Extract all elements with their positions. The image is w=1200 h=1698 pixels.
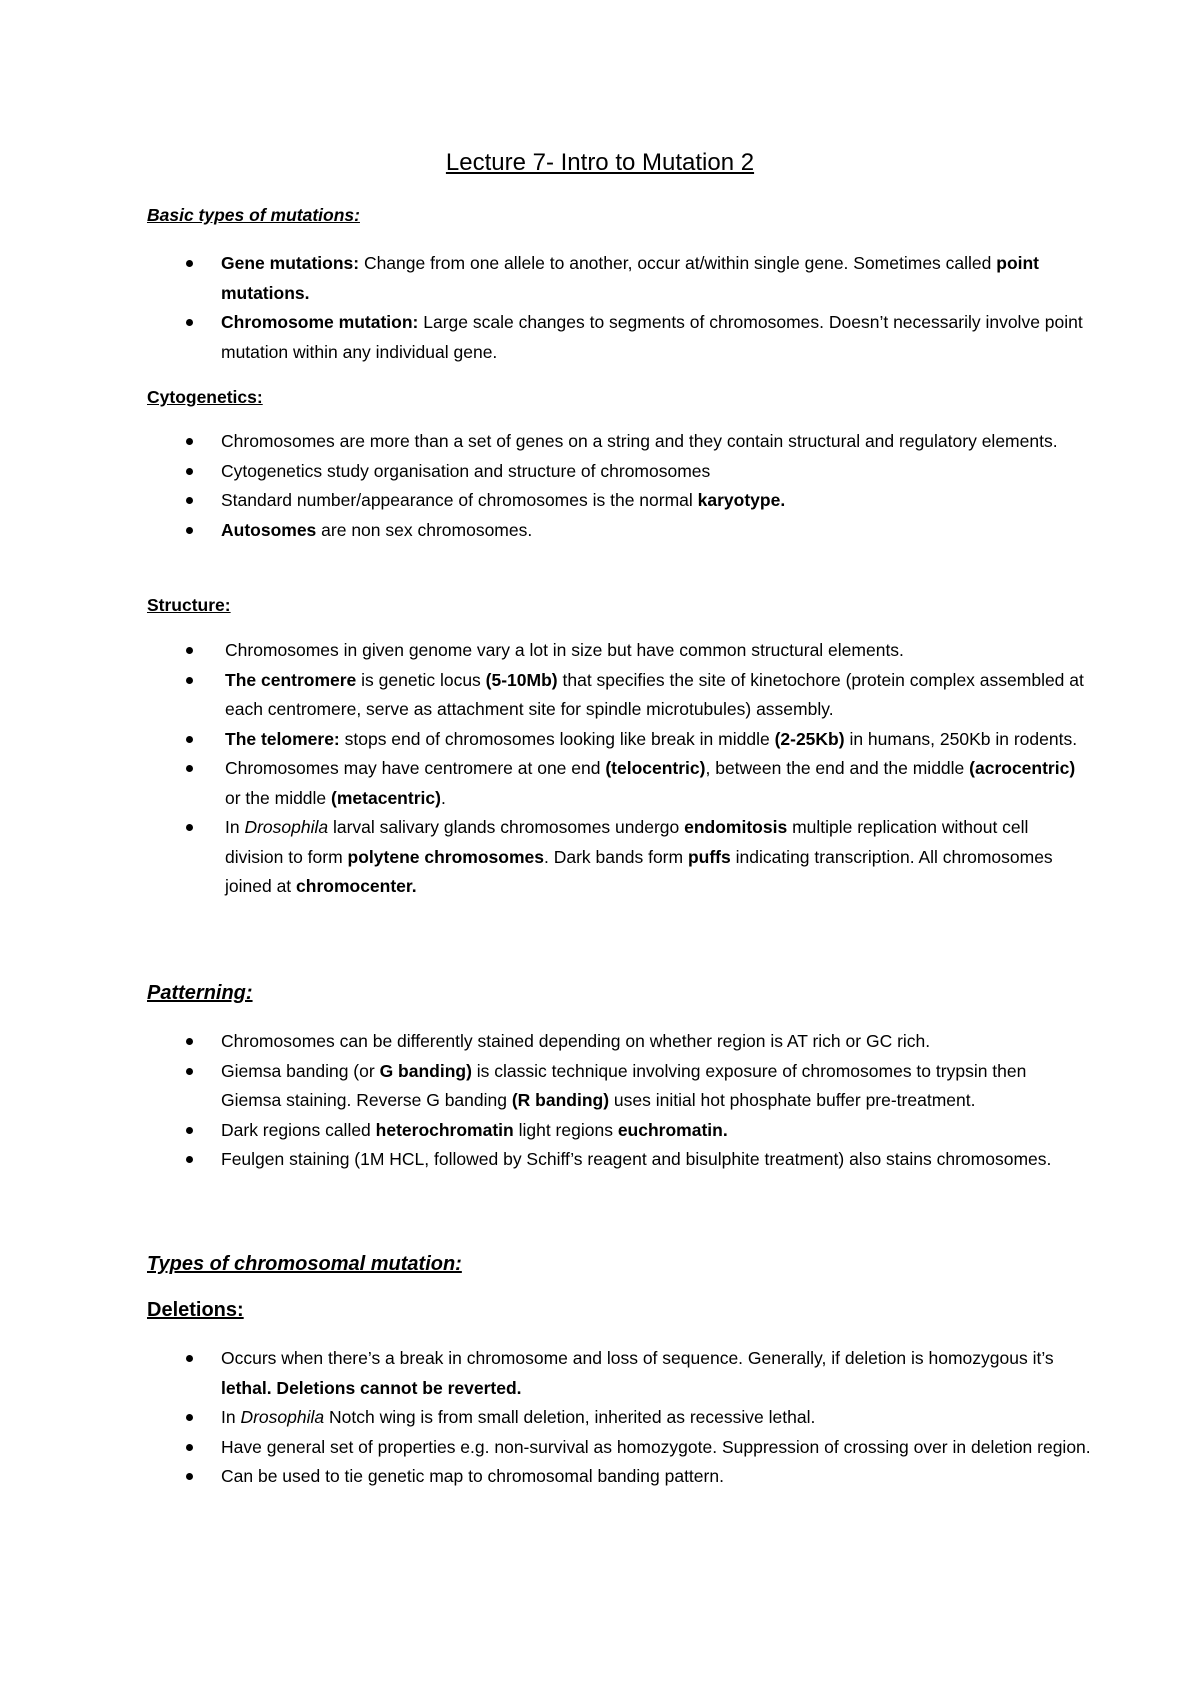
list-item: Gene mutations: Change from one allele to another, occur at/within single gene. Sometimes called point mutations. [0, 249, 1091, 308]
list-item: Giemsa banding (or G banding) is classic technique involving exposure of chromosomes to trypsin then Giemsa staining. Reverse G banding (R banding) uses initial hot phosphate buffer pre-treatment. [0, 1057, 1091, 1116]
list-item: Autosomes are non sex chromosomes. [0, 516, 1091, 546]
list-item: Occurs when there’s a break in chromosome and loss of sequence. Generally, if deletion is homozygous it’s lethal. Deletions cannot be reverted. [0, 1344, 1091, 1403]
list-item: Feulgen staining (1M HCL, followed by Schiff’s reagent and bisulphite treatment) also stains chromosomes. [0, 1145, 1091, 1175]
heading-structure: Structure: [147, 595, 231, 615]
heading-types-of-chromosomal-mutation: Types of chromosomal mutation: [147, 1253, 462, 1275]
list-item: Standard number/appearance of chromosomes is the normal karyotype. [0, 486, 1091, 516]
list-item: The telomere: stops end of chromosomes looking like break in middle (2-25Kb) in humans, 250Kb in rodents. [0, 725, 1085, 755]
list-item: The centromere is genetic locus (5-10Mb) that specifies the site of kinetochore (protein complex assembled at each centromere, serve as attachment site for spindle microtubules) assembly. [0, 666, 1085, 725]
list-item: In Drosophila larval salivary glands chromosomes undergo endomitosis multiple replication without cell division to form polytene chromosomes. Dark bands form puffs indicating transcription. All chromosomes joined at chromocenter. [0, 813, 1085, 902]
list-basic-types [0, 249, 1091, 367]
list-cytogenetics [0, 427, 1091, 545]
page-title: Lecture 7- Intro to Mutation 2 [445, 149, 755, 176]
list-item: Chromosomes in given genome vary a lot in size but have common structural elements. [0, 636, 1085, 666]
list-item: Chromosomes may have centromere at one end (telocentric), between the end and the middle (acrocentric) or the middle (metacentric). [0, 754, 1085, 813]
list-item: Chromosome mutation: Large scale changes to segments of chromosomes. Doesn’t necessarily involve point mutation within any individual gene. [0, 308, 1091, 367]
list-item: Chromosomes can be differently stained depending on whether region is AT rich or GC rich. [0, 1027, 1091, 1057]
list-deletions [0, 1344, 1091, 1492]
list-item: Dark regions called heterochromatin light regions euchromatin. [0, 1116, 1091, 1146]
list-item: Chromosomes are more than a set of genes on a string and they contain structural and regulatory elements. [0, 427, 1091, 457]
heading-cytogenetics: Cytogenetics: [147, 387, 263, 407]
list-item: Cytogenetics study organisation and structure of chromosomes [0, 457, 1091, 487]
heading-deletions: Deletions: [147, 1299, 244, 1321]
list-structure [0, 636, 1085, 902]
list-item: Can be used to tie genetic map to chromosomal banding pattern. [0, 1462, 1091, 1492]
heading-patterning: Patterning: [147, 982, 253, 1004]
list-item: Have general set of properties e.g. non-survival as homozygote. Suppression of crossing over in deletion region. [0, 1433, 1091, 1463]
list-patterning [0, 1027, 1091, 1175]
list-item: In Drosophila Notch wing is from small deletion, inherited as recessive lethal. [0, 1403, 1091, 1433]
heading-basic-types: Basic types of mutations: [147, 205, 360, 225]
